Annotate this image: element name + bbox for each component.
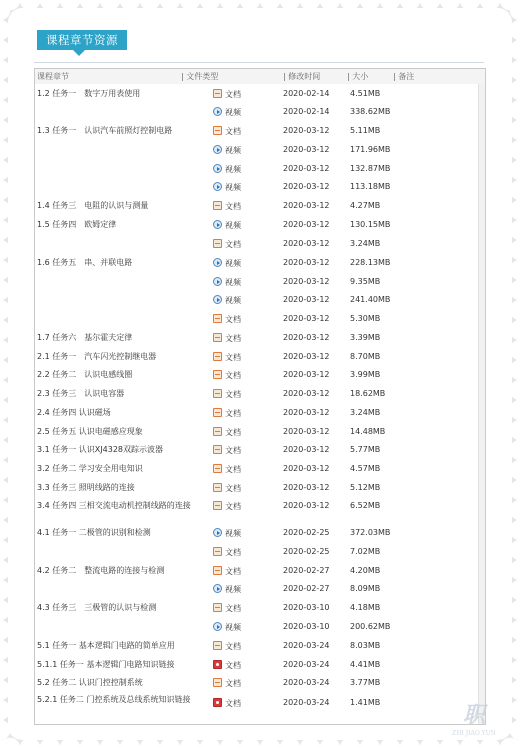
file-size: 4.18MB xyxy=(350,603,381,612)
file-type-label: 文档 xyxy=(225,315,241,324)
doc-icon xyxy=(213,501,222,510)
file-size: 3.77MB xyxy=(350,678,381,687)
file-size: 5.11MB xyxy=(350,126,381,135)
file-type[interactable] xyxy=(213,547,241,558)
title-divider xyxy=(34,62,484,63)
file-type[interactable] xyxy=(213,89,241,100)
doc-icon xyxy=(213,566,222,575)
doc-icon xyxy=(213,678,222,687)
file-type[interactable] xyxy=(213,501,241,512)
video-icon xyxy=(213,528,222,537)
file-type-label: 文档 xyxy=(225,642,241,651)
col-type: | 文件类型 xyxy=(181,72,219,81)
video-icon xyxy=(213,584,222,593)
modified-date: 2020-03-12 xyxy=(283,201,330,210)
doc-icon xyxy=(213,603,222,612)
table-row[interactable] xyxy=(35,329,478,348)
file-type[interactable] xyxy=(213,333,241,344)
video-icon xyxy=(213,145,222,154)
file-size: 228.13MB xyxy=(350,258,391,267)
file-type-label: 文档 xyxy=(225,371,241,380)
file-size: 4.41MB xyxy=(350,660,381,669)
modified-date: 2020-03-12 xyxy=(283,501,330,510)
video-icon xyxy=(213,295,222,304)
modified-date: 2020-03-12 xyxy=(283,333,330,342)
file-type-label: 文档 xyxy=(225,127,241,136)
modified-date: 2020-02-25 xyxy=(283,547,330,556)
doc-icon xyxy=(213,333,222,342)
chapter-name[interactable]: 2.1 任务一 汽车闪光控制继电器 xyxy=(37,352,157,361)
modified-date: 2020-02-27 xyxy=(283,566,330,575)
chapter-name[interactable]: 3.1 任务一 认识XJ4328双踪示波器 xyxy=(37,445,164,454)
table-row[interactable] xyxy=(35,291,478,310)
table-row[interactable] xyxy=(35,543,478,562)
table-row[interactable] xyxy=(35,656,478,674)
doc-icon xyxy=(213,201,222,210)
chapter-name[interactable]: 1.5 任务四 欧姆定律 xyxy=(37,220,117,229)
file-type-label: 视频 xyxy=(225,183,241,192)
file-type-label: 文档 xyxy=(225,90,241,99)
table-row[interactable] xyxy=(35,497,478,524)
file-size: 7.02MB xyxy=(350,547,381,556)
file-type[interactable] xyxy=(213,145,241,156)
modified-date: 2020-03-24 xyxy=(283,660,330,669)
chapter-name[interactable]: 2.2 任务二 认识电感线圈 xyxy=(37,370,133,379)
table-row[interactable] xyxy=(35,366,478,385)
table-row[interactable] xyxy=(35,524,478,543)
chapter-name[interactable]: 4.1 任务一 二极管的识别和检测 xyxy=(37,528,151,537)
modified-date: 2020-03-12 xyxy=(283,145,330,154)
file-size: 132.87MB xyxy=(350,164,391,173)
modified-date: 2020-03-24 xyxy=(283,678,330,687)
modified-date: 2020-03-24 xyxy=(283,641,330,650)
table-row[interactable] xyxy=(35,423,478,441)
file-type-label: 视频 xyxy=(225,259,241,268)
chapter-name[interactable]: 1.7 任务六 基尔霍夫定律 xyxy=(37,333,133,342)
file-type[interactable] xyxy=(213,445,241,456)
modified-date: 2020-03-12 xyxy=(283,220,330,229)
modified-date: 2020-02-27 xyxy=(283,584,330,593)
table-row[interactable] xyxy=(35,216,478,235)
file-size: 9.35MB xyxy=(350,277,381,286)
doc-icon xyxy=(213,352,222,361)
video-icon xyxy=(213,220,222,229)
table-row[interactable] xyxy=(35,348,478,366)
file-type[interactable] xyxy=(213,164,241,175)
table-row[interactable] xyxy=(35,599,478,618)
modified-date: 2020-03-10 xyxy=(283,603,330,612)
video-icon xyxy=(213,182,222,191)
file-type[interactable] xyxy=(213,126,241,137)
col-date: | 修改时间 xyxy=(283,72,321,81)
file-size: 4.51MB xyxy=(350,89,381,98)
chapter-name[interactable]: 5.2 任务二 认识门控控制系统 xyxy=(37,678,143,687)
col-note: | 备注 xyxy=(393,72,415,81)
file-size: 3.24MB xyxy=(350,408,381,417)
modified-date: 2020-03-12 xyxy=(283,258,330,267)
modified-date: 2020-03-12 xyxy=(283,408,330,417)
file-type-label: 视频 xyxy=(225,623,241,632)
file-type[interactable] xyxy=(213,464,241,475)
file-type-label: 文档 xyxy=(225,699,241,708)
doc-icon xyxy=(213,464,222,473)
file-type-label: 文档 xyxy=(225,353,241,362)
file-size: 113.18MB xyxy=(350,182,391,191)
file-type[interactable] xyxy=(213,641,241,652)
file-type[interactable] xyxy=(213,239,241,250)
modified-date: 2020-02-14 xyxy=(283,107,330,116)
table-row[interactable] xyxy=(35,637,478,656)
table-row[interactable] xyxy=(35,618,478,637)
modified-date: 2020-03-12 xyxy=(283,352,330,361)
doc-icon xyxy=(213,389,222,398)
file-size: 4.20MB xyxy=(350,566,381,575)
file-type-label: 文档 xyxy=(225,604,241,613)
video-icon xyxy=(213,622,222,631)
file-type-label: 文档 xyxy=(225,567,241,576)
doc-icon xyxy=(213,89,222,98)
file-type[interactable] xyxy=(213,622,241,633)
doc-icon xyxy=(213,641,222,650)
file-size: 6.52MB xyxy=(350,501,381,510)
section-title-tab[interactable]: 课程章节资源 xyxy=(37,30,127,50)
table-row[interactable] xyxy=(35,694,478,718)
chapter-name[interactable]: 1.4 任务三 电阻的认识与测量 xyxy=(37,201,149,210)
table-row[interactable] xyxy=(35,441,478,460)
file-size: 171.96MB xyxy=(350,145,391,154)
file-size: 5.12MB xyxy=(350,483,381,492)
chapter-name[interactable]: 1.2 任务一 数字万用表使用 xyxy=(37,89,141,98)
modified-date: 2020-03-12 xyxy=(283,239,330,248)
modified-date: 2020-03-12 xyxy=(283,427,330,436)
chapter-name[interactable]: 3.3 任务三 照明线路的连接 xyxy=(37,483,135,492)
chapter-name[interactable]: 4.2 任务二 整流电路的连接与检测 xyxy=(37,566,165,575)
table-row[interactable] xyxy=(35,562,478,580)
table-row[interactable] xyxy=(35,404,478,423)
file-type-label: 文档 xyxy=(225,548,241,557)
video-icon xyxy=(213,164,222,173)
file-type-label: 文档 xyxy=(225,240,241,249)
doc-icon xyxy=(213,239,222,248)
file-type[interactable] xyxy=(213,584,241,595)
chapter-name[interactable]: 2.4 任务四 认识磁场 xyxy=(37,408,111,417)
chapter-name[interactable]: 2.3 任务三 认识电容器 xyxy=(37,389,125,398)
chapter-name[interactable]: 3.4 任务四 三相交流电动机控制线路的连接 xyxy=(37,501,191,510)
file-size: 5.30MB xyxy=(350,314,381,323)
chapter-name[interactable]: 5.1 任务一 基本逻辑门电路的简单应用 xyxy=(37,641,175,650)
file-type-label: 视频 xyxy=(225,108,241,117)
file-size: 5.77MB xyxy=(350,445,381,454)
file-type-label: 文档 xyxy=(225,334,241,343)
file-type-label: 文档 xyxy=(225,428,241,437)
file-type[interactable] xyxy=(213,660,241,671)
modified-date: 2020-03-12 xyxy=(283,389,330,398)
col-size: | 大小 xyxy=(347,72,369,81)
file-type[interactable] xyxy=(213,678,241,689)
file-type-label: 文档 xyxy=(225,679,241,688)
file-size: 4.27MB xyxy=(350,201,381,210)
file-type[interactable] xyxy=(213,389,241,400)
site-watermark-logo: 职 ZHI JIAO YUN xyxy=(452,702,496,737)
table-row[interactable] xyxy=(35,103,478,122)
file-size: 241.40MB xyxy=(350,295,391,304)
file-size: 130.15MB xyxy=(350,220,391,229)
file-type[interactable] xyxy=(213,352,241,363)
file-type-label: 视频 xyxy=(225,585,241,594)
table-row[interactable] xyxy=(35,122,478,141)
modified-date: 2020-03-12 xyxy=(283,370,330,379)
file-type[interactable] xyxy=(213,182,241,193)
table-row[interactable] xyxy=(35,674,478,694)
file-size: 4.57MB xyxy=(350,464,381,473)
video-icon xyxy=(213,277,222,286)
file-size: 8.09MB xyxy=(350,584,381,593)
table-row[interactable] xyxy=(35,85,478,103)
table-row[interactable] xyxy=(35,160,478,178)
file-type[interactable] xyxy=(213,370,241,381)
chapter-name[interactable]: 5.1.1 任务一 基本逻辑门电路知识链接 xyxy=(37,660,175,669)
doc-icon xyxy=(213,483,222,492)
file-type[interactable] xyxy=(213,603,241,614)
file-type[interactable] xyxy=(213,220,241,231)
modified-date: 2020-03-12 xyxy=(283,445,330,454)
scrollbar[interactable] xyxy=(478,84,485,724)
modified-date: 2020-03-12 xyxy=(283,314,330,323)
chapter-name[interactable]: 5.2.1 任务二 门控系统及总线系统知识链接 xyxy=(37,695,191,704)
modified-date: 2020-03-24 xyxy=(283,698,330,707)
file-type[interactable] xyxy=(213,277,241,288)
file-type-label: 视频 xyxy=(225,146,241,155)
modified-date: 2020-03-12 xyxy=(283,126,330,135)
file-type-label: 文档 xyxy=(225,409,241,418)
resource-table xyxy=(34,68,486,725)
video-icon xyxy=(213,258,222,267)
file-type[interactable] xyxy=(213,107,241,118)
file-type-label: 文档 xyxy=(225,446,241,455)
file-type[interactable] xyxy=(213,314,241,325)
modified-date: 2020-03-12 xyxy=(283,277,330,286)
file-size: 3.39MB xyxy=(350,333,381,342)
file-type[interactable] xyxy=(213,258,241,269)
modified-date: 2020-03-12 xyxy=(283,295,330,304)
table-row[interactable] xyxy=(35,178,478,197)
modified-date: 2020-03-12 xyxy=(283,182,330,191)
table-row[interactable] xyxy=(35,479,478,497)
doc-icon xyxy=(213,445,222,454)
file-size: 18.62MB xyxy=(350,389,386,398)
file-type[interactable] xyxy=(213,483,241,494)
chapter-name[interactable]: 4.3 任务三 三极管的认识与检测 xyxy=(37,603,157,612)
file-type-label: 视频 xyxy=(225,296,241,305)
pdf-icon xyxy=(213,698,222,707)
file-type-label: 文档 xyxy=(225,502,241,511)
table-row[interactable] xyxy=(35,385,478,404)
file-type[interactable] xyxy=(213,698,241,709)
doc-icon xyxy=(213,314,222,323)
doc-icon xyxy=(213,547,222,556)
file-type[interactable] xyxy=(213,408,241,419)
file-type[interactable] xyxy=(213,427,241,438)
file-type-label: 文档 xyxy=(225,390,241,399)
pdf-icon xyxy=(213,660,222,669)
doc-icon xyxy=(213,126,222,135)
file-type[interactable] xyxy=(213,528,241,539)
table-row[interactable] xyxy=(35,580,478,599)
file-size: 3.24MB xyxy=(350,239,381,248)
col-chapter: 课程章节 xyxy=(37,72,69,81)
modified-date: 2020-03-12 xyxy=(283,464,330,473)
chapter-name[interactable]: 3.2 任务二 学习安全用电知识 xyxy=(37,464,143,473)
doc-icon xyxy=(213,370,222,379)
file-size: 3.99MB xyxy=(350,370,381,379)
file-type-label: 文档 xyxy=(225,661,241,670)
file-type[interactable] xyxy=(213,566,241,577)
modified-date: 2020-03-10 xyxy=(283,622,330,631)
file-type[interactable] xyxy=(213,295,241,306)
file-size: 200.62MB xyxy=(350,622,391,631)
file-size: 338.62MB xyxy=(350,107,391,116)
file-type-label: 文档 xyxy=(225,484,241,493)
table-row[interactable] xyxy=(35,310,478,329)
table-row[interactable] xyxy=(35,254,478,273)
video-icon xyxy=(213,107,222,116)
file-type-label: 文档 xyxy=(225,465,241,474)
file-size: 8.03MB xyxy=(350,641,381,650)
table-row[interactable] xyxy=(35,273,478,291)
chapter-name[interactable]: 1.6 任务五 串、并联电路 xyxy=(37,258,133,267)
modified-date: 2020-03-12 xyxy=(283,483,330,492)
modified-date: 2020-02-14 xyxy=(283,89,330,98)
doc-icon xyxy=(213,427,222,436)
file-size: 372.03MB xyxy=(350,528,391,537)
file-type-label: 文档 xyxy=(225,202,241,211)
table-row[interactable] xyxy=(35,141,478,160)
file-type-label: 视频 xyxy=(225,529,241,538)
table-header xyxy=(35,68,485,84)
doc-icon xyxy=(213,408,222,417)
chapter-name[interactable]: 2.5 任务五 认识电磁感应现象 xyxy=(37,427,143,436)
table-row[interactable] xyxy=(35,197,478,216)
table-row[interactable] xyxy=(35,460,478,479)
file-type[interactable] xyxy=(213,201,241,212)
file-type-label: 视频 xyxy=(225,221,241,230)
file-type-label: 视频 xyxy=(225,278,241,287)
file-size: 14.48MB xyxy=(350,427,386,436)
file-type-label: 视频 xyxy=(225,165,241,174)
file-size: 8.70MB xyxy=(350,352,381,361)
chapter-name[interactable]: 1.3 任务一 认识汽车前照灯控制电路 xyxy=(37,126,173,135)
modified-date: 2020-02-25 xyxy=(283,528,330,537)
table-row[interactable] xyxy=(35,235,478,254)
file-size: 1.41MB xyxy=(350,698,381,707)
modified-date: 2020-03-12 xyxy=(283,164,330,173)
